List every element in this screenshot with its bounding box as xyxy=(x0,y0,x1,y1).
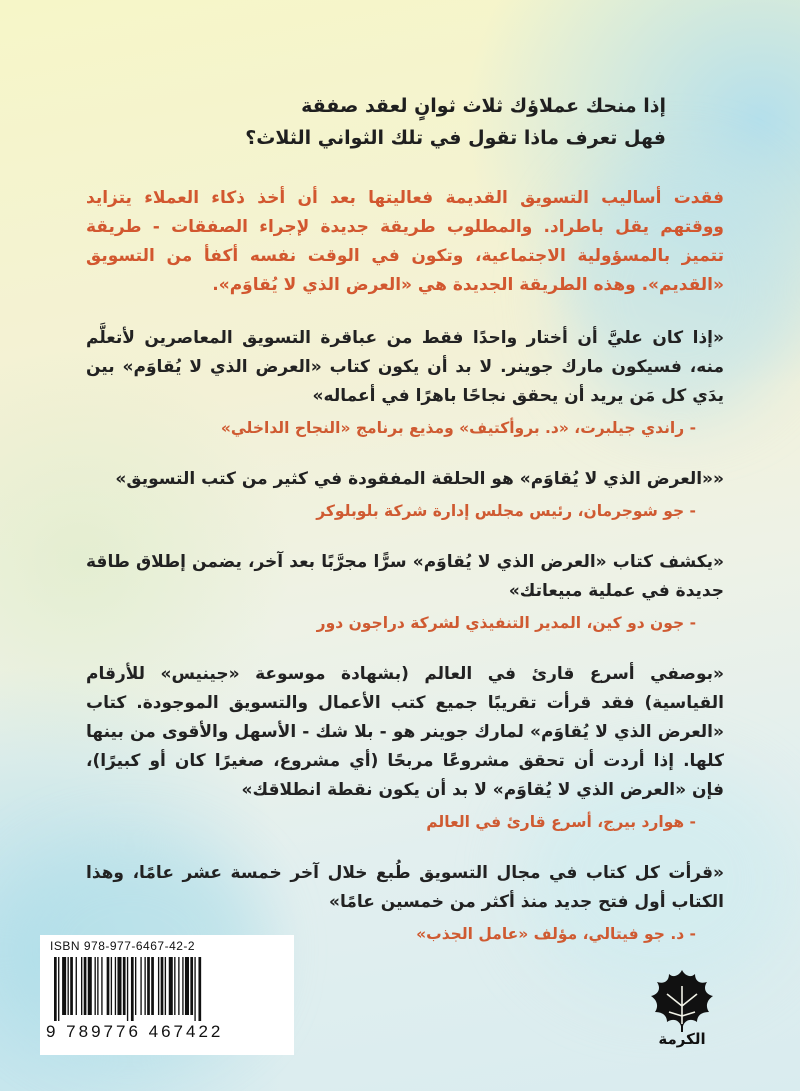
headline xyxy=(86,90,724,154)
publisher-name: الكرمة xyxy=(658,1030,706,1048)
barcode-bar xyxy=(169,957,173,1015)
barcode-bar xyxy=(84,957,87,1015)
barcode-bar xyxy=(117,957,121,1015)
quote-attribution: - جون دو كين، المدير التنفيذي لشركة دراجون دور xyxy=(316,614,696,632)
quote-text: ««العرض الذي لا يُقاوَم» هو الحلقة المفقودة في كثير من كتب التسويق» xyxy=(115,469,724,489)
barcode-bar xyxy=(88,957,92,1015)
barcode-bar xyxy=(165,957,166,1015)
barcode-bar xyxy=(107,957,110,1015)
barcode-bar xyxy=(178,957,179,1015)
barcode-bar xyxy=(115,957,116,1015)
barcode-bar xyxy=(70,957,73,1015)
barcode-bar xyxy=(174,957,175,1015)
barcode-bar xyxy=(151,957,154,1015)
barcode-bar xyxy=(123,957,126,1015)
isbn-barcode xyxy=(40,935,294,1055)
barcode-bar xyxy=(76,957,77,1015)
quote-attribution: - هوارد بيرج، أسرع قارئ في العالم xyxy=(426,813,696,831)
barcode-bar xyxy=(127,957,128,1021)
barcode-bar xyxy=(62,957,66,1015)
grape-leaf-icon xyxy=(647,966,717,1032)
barcode-bars xyxy=(54,957,282,1021)
isbn-label: ISBN 978-977-6467-42-2 xyxy=(50,939,196,953)
barcode-bar xyxy=(147,957,150,1015)
barcode-bar xyxy=(68,957,69,1015)
endorsement-quote xyxy=(86,324,724,441)
barcode-bar xyxy=(54,957,57,1021)
barcode-bar xyxy=(111,957,112,1015)
barcode-bar xyxy=(58,957,59,1021)
quote-text: «إذا كان عليَّ أن أختار واحدًا فقط من عباقرة التسويق المعاصرين لأتعلَّم منه، فسيكون مارك جوينر. لا بد أن يكون كتاب «العرض الذي لا يُقاوَم» بين يدَي كل مَن يريد أن يحقق نجاحًا باهرًا في أعماله» xyxy=(86,328,724,406)
quote-text: «قرأت كل كتاب في مجال التسويق طُبع خلال آخر خمسة عشر عامًا، وهذا الكتاب أول فتح جديد منذ أكثر من خمسين عامًا» xyxy=(86,863,724,912)
headline-line-1: إذا منحك عملاؤك ثلاث ثوانٍ لعقد صفقة xyxy=(301,95,666,117)
barcode-bar xyxy=(161,957,164,1015)
endorsement-quote xyxy=(86,859,724,947)
quote-attribution: - د. جو فيتالي، مؤلف «عامل الجذب» xyxy=(416,925,696,943)
barcode-bar xyxy=(81,957,82,1015)
endorsement-quote xyxy=(86,660,724,835)
endorsement-quote xyxy=(86,548,724,636)
quote-text: «يكشف كتاب «العرض الذي لا يُقاوَم» سرًّا مجرَّبًا بعد آخر، يضمن إطلاق طاقة جديدة في عملية مبيعاتك» xyxy=(86,552,724,601)
quote-attribution: - جو شوجرمان، رئيس مجلس إدارة شركة بلوبلوكر xyxy=(316,502,696,520)
barcode-digits: 9 789776 467422 xyxy=(46,1022,224,1041)
barcode-bar xyxy=(101,957,102,1015)
barcode-bar xyxy=(182,957,183,1015)
barcode-bar xyxy=(144,957,145,1015)
headline-line-2: فهل تعرف ماذا تقول في تلك الثواني الثلاث؟ xyxy=(245,127,666,149)
quote-attribution: - راندي جيلبرت، «د. بروأكتيف» ومذيع برنامج «النجاح الداخلي» xyxy=(220,419,696,437)
endorsement-quote xyxy=(86,465,724,524)
publisher-logo xyxy=(647,966,717,1056)
barcode-bar xyxy=(158,957,159,1015)
barcode-bar xyxy=(95,957,96,1015)
quote-text: «بوصفي أسرع قارئ في العالم (بشهادة موسوعة «جينيس» للأرقام القياسية) فقد قرأت تقريبًا جميع كتب الأعمال والتسويق الموجودة. كتاب «العرض الذي لا يُقاوَم» لمارك جوينر هو - بلا شك - الأسهل والأقوى من بينها كلها. إذا أردت أن تحقق مشروعًا مربحًا (أي مشروع، صغيرًا كان أو كبيرًا)، فإن «العرض الذي لا يُقاوَم» لا بد أن يكون نقطة انطلاقك» xyxy=(86,664,724,800)
barcode-bar xyxy=(190,957,193,1015)
back-cover-text xyxy=(86,90,724,971)
barcode-bar xyxy=(97,957,98,1015)
barcode-bar xyxy=(194,957,195,1021)
barcode-bar xyxy=(185,957,189,1015)
intro-paragraph: فقدت أساليب التسويق القديمة فعاليتها بعد أن أخذ ذكاء العملاء يتزايد ووقتهم يقل باطراد. والمطلوب طريقة جديدة لإجراء الصفقات - طريقة تتميز بالمسؤولية الاجتماعية، وتكون في الوقت نفسه أكفأ من التسويق «القديم». وهذه الطريقة الجديدة هي «العرض الذي لا يُقاوَم». xyxy=(86,188,724,295)
barcode-bar xyxy=(131,957,134,1021)
barcode-bar xyxy=(140,957,141,1015)
barcode-bar xyxy=(135,957,136,1015)
barcode-bar xyxy=(198,957,201,1021)
